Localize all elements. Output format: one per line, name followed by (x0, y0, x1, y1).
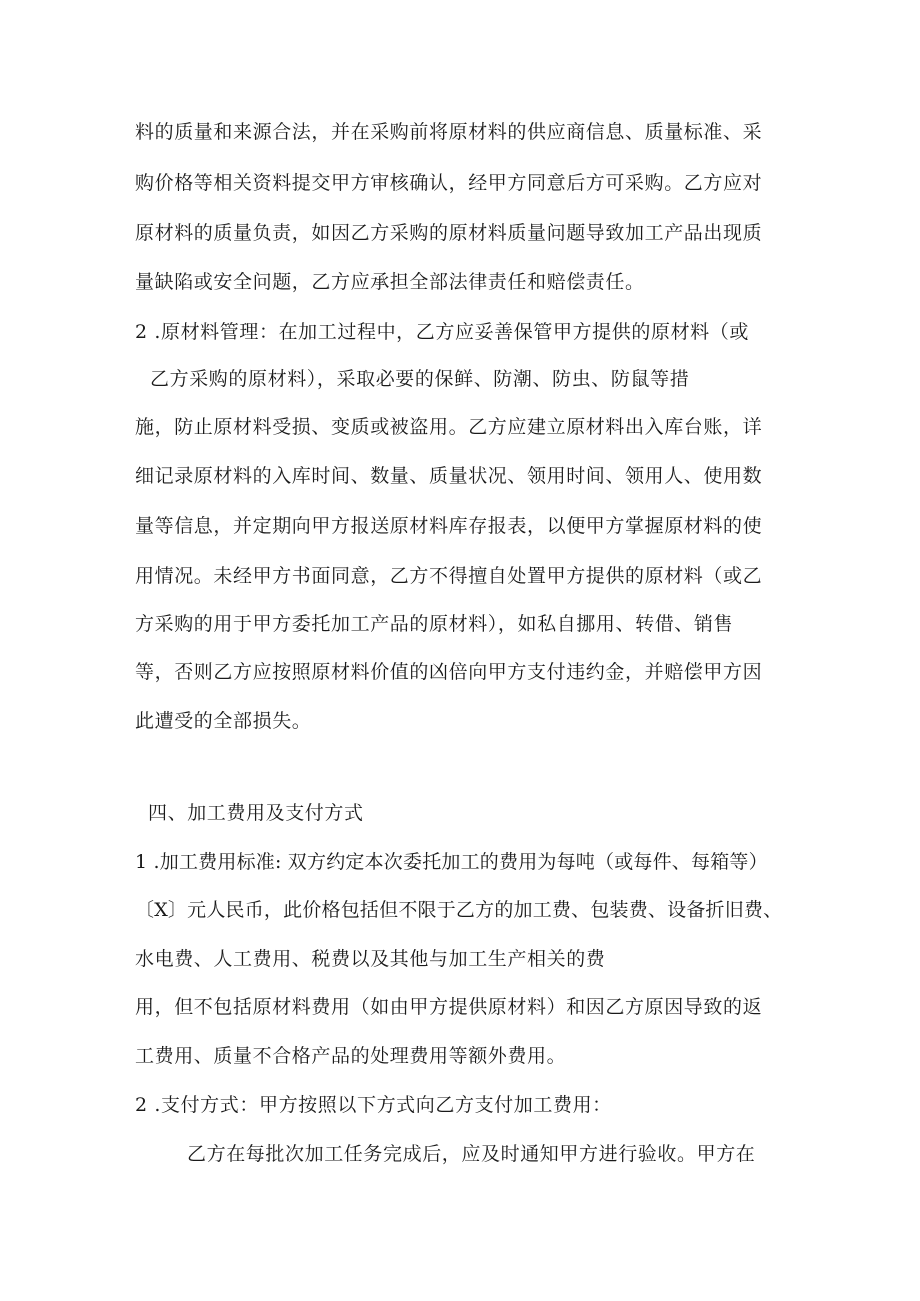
indented-paragraph-line: 乙方在每批次加工任务完成后，应及时通知甲方进行验收。甲方在 (187, 1143, 756, 1165)
paragraph-line: 量缺陷或安全问题，乙方应承担全部法律责任和赔偿责任。 (135, 271, 645, 293)
paragraph-line: 细记录原材料的入库时间、数量、质量状况、领用时间、领用人、使用数 (135, 465, 763, 487)
paragraph-line: 等，否则乙方应按照原材料价值的凶倍向甲方支付违约金，并赔偿甲方因 (135, 661, 763, 683)
paragraph-line: 用，但不包括原材料费用（如由甲方提供原材料）和因乙方原因导致的返 (135, 996, 763, 1018)
clause-heading-line: 2 .支付方式：甲方按照以下方式向乙方支付加工费用： (135, 1094, 612, 1116)
paragraph-line: 原材料的质量负责，如因乙方采购的原材料质量问题导致加工产品出现质 (135, 222, 763, 244)
paragraph-line: 此遭受的全部损失。 (135, 710, 312, 732)
paragraph-line: 方采购的用于甲方委托加工产品的原材料），如私自挪用、转借、销售 (135, 613, 734, 635)
section-heading: 四、加工费用及支付方式 (148, 802, 364, 824)
paragraph-line: 施，防止原材料受损、变质或被盗用。乙方应建立原材料出入库台账，详 (135, 416, 763, 438)
paragraph-line: 乙方采购的原材料），采取必要的保鲜、防潮、防虫、防鼠等措 (150, 368, 690, 390)
paragraph-line: 购价格等相关资料提交甲方审核确认，经甲方同意后方可采购。乙方应对 (135, 172, 763, 194)
clause-heading-line: 2 .原材料管理：在加工过程中，乙方应妥善保管甲方提供的原材料（或 (135, 321, 749, 343)
paragraph-line: 料的质量和来源合法，并在采购前将原材料的供应商信息、质量标准、采 (135, 121, 763, 143)
paragraph-line: 量等信息，并定期向甲方报送原材料库存报表，以便甲方掌握原材料的使 (135, 515, 763, 537)
clause-heading-line: 1 .加工费用标准: 双方约定本次委托加工的费用为每吨（或每件、每箱等） (135, 851, 768, 873)
paragraph-line: 用情况。未经甲方书面同意，乙方不得擅自处置甲方提供的原材料（或乙 (135, 565, 763, 587)
paragraph-line: 〔X〕元人民币，此价格包括但不限于乙方的加工费、包装费、设备折旧费、 (135, 899, 783, 921)
paragraph-line: 水电费、人工费用、税费以及其他与加工生产相关的费 (135, 948, 606, 970)
paragraph-line: 工费用、质量不合格产品的处理费用等额外费用。 (135, 1045, 567, 1067)
